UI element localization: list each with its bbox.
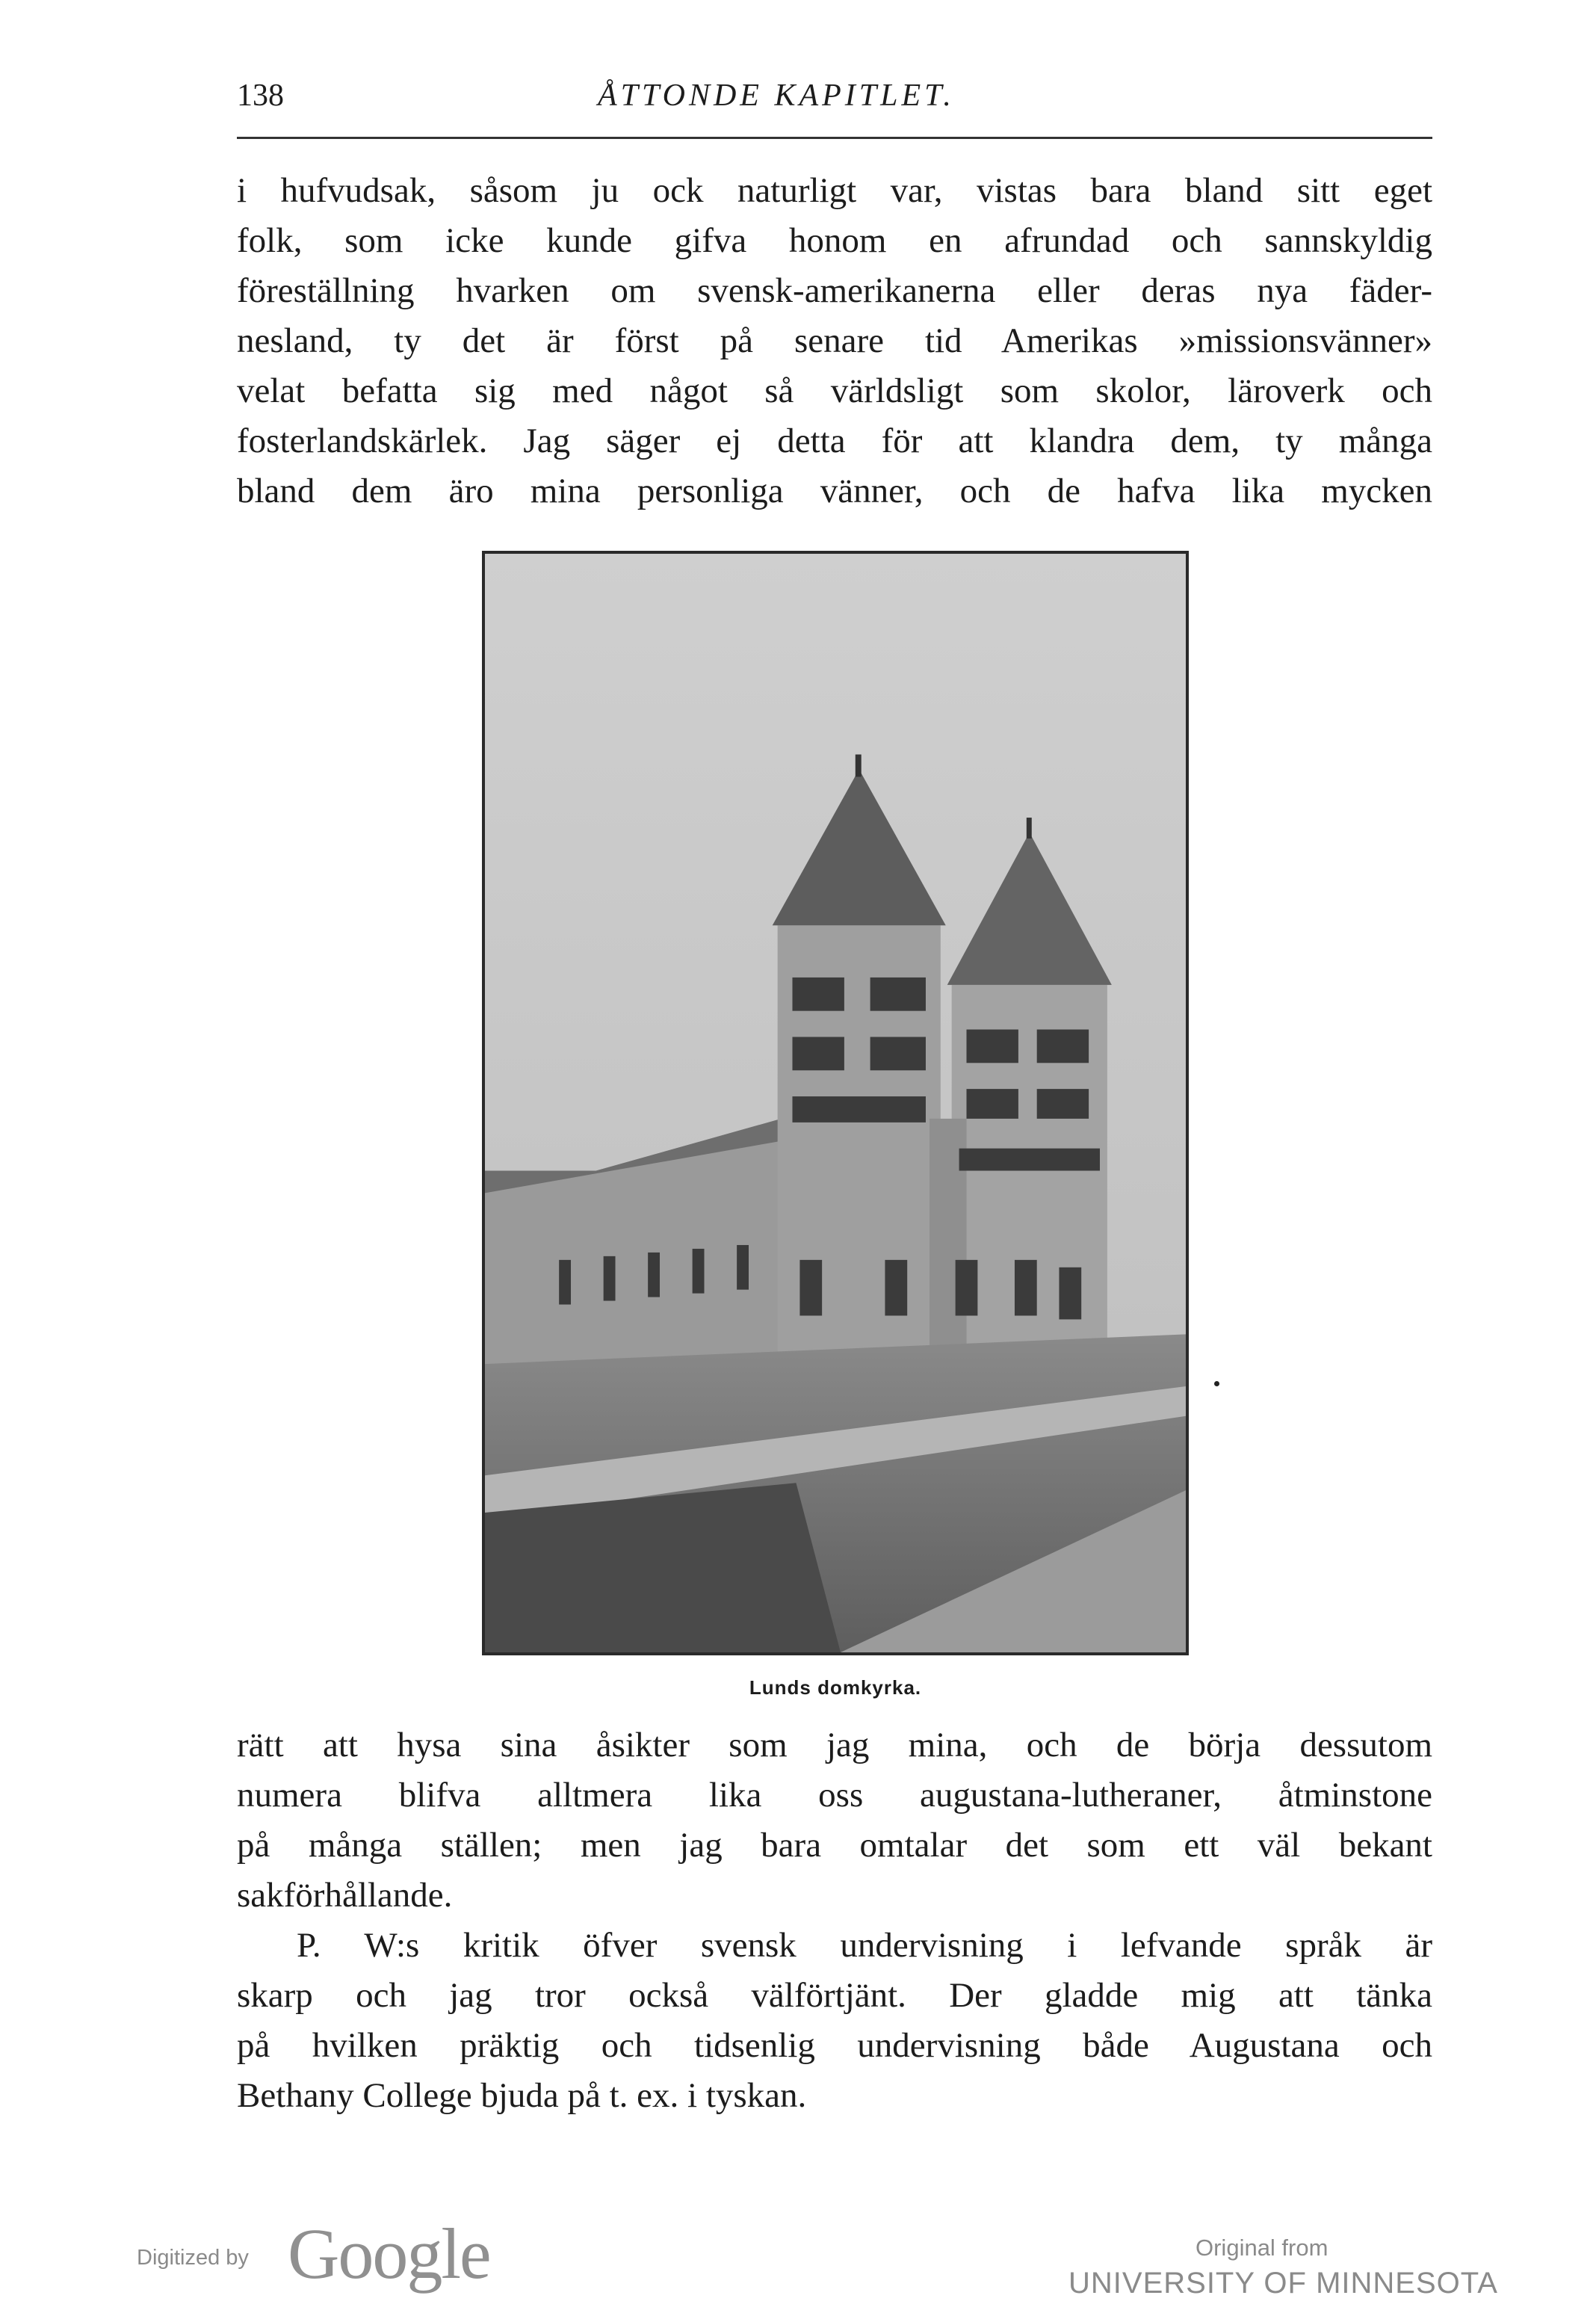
- text-line: skarp och jag tror också välförtjänt. Der gladde mig att tänka: [237, 1976, 1432, 2015]
- print-speck: [1214, 1381, 1219, 1386]
- original-from-label: Original from: [1196, 2235, 1329, 2261]
- text-line: rätt att hysa sina åsikter som jag mina, och de börja dessutom: [237, 1726, 1432, 1764]
- text-line: Bethany College bjuda på t. ex. i tyskan.: [237, 2076, 807, 2115]
- google-logo: Google: [288, 2214, 490, 2294]
- text-line: numera blifva alltmera lika oss augustana-lutheraner, åtminstone: [237, 1776, 1432, 1815]
- running-head: ÅTTONDE KAPITLET.: [598, 78, 955, 113]
- text-line: i hufvudsak, såsom ju ock naturligt var, vistas bara bland sitt eget: [237, 171, 1432, 210]
- text-line: på hvilken präktig och tidsenlig undervisning både Augustana och: [237, 2026, 1432, 2065]
- header-rule: [237, 137, 1432, 139]
- text-line: fosterlandskärlek. Jag säger ej detta för att klandra dem, ty många: [237, 422, 1432, 460]
- university-label: UNIVERSITY OF MINNESOTA: [1068, 2267, 1498, 2300]
- text-line: sakförhållande.: [237, 1876, 453, 1915]
- figure-caption: Lunds domkyrka.: [749, 1676, 922, 1699]
- text-line: föreställning hvarken om svensk-amerikanerna eller deras nya fäder-: [237, 271, 1432, 310]
- text-line: bland dem äro mina personliga vänner, och de hafva lika mycken: [237, 472, 1432, 510]
- cathedral-illustration: [485, 554, 1186, 1652]
- body-text-top: [237, 166, 1432, 516]
- digitized-by-label: Digitized by: [137, 2246, 249, 2270]
- body-text-bottom: [237, 1720, 1432, 2121]
- text-line: velat befatta sig med något så världsligt som skolor, läroverk och: [237, 371, 1432, 410]
- text-line: nesland, ty det är först på senare tid Amerikas »missionsvänner»: [237, 321, 1432, 360]
- text-line: folk, som icke kunde gifva honom en afrundad och sannskyldig: [237, 221, 1432, 260]
- text-line: P. W:s kritik öfver svensk undervisning i lefvande språk är: [297, 1926, 1432, 1965]
- cathedral-photo: [482, 551, 1189, 1655]
- text-line: på många ställen; men jag bara omtalar det som ett väl bekant: [237, 1826, 1432, 1865]
- page-number: 138: [237, 78, 284, 113]
